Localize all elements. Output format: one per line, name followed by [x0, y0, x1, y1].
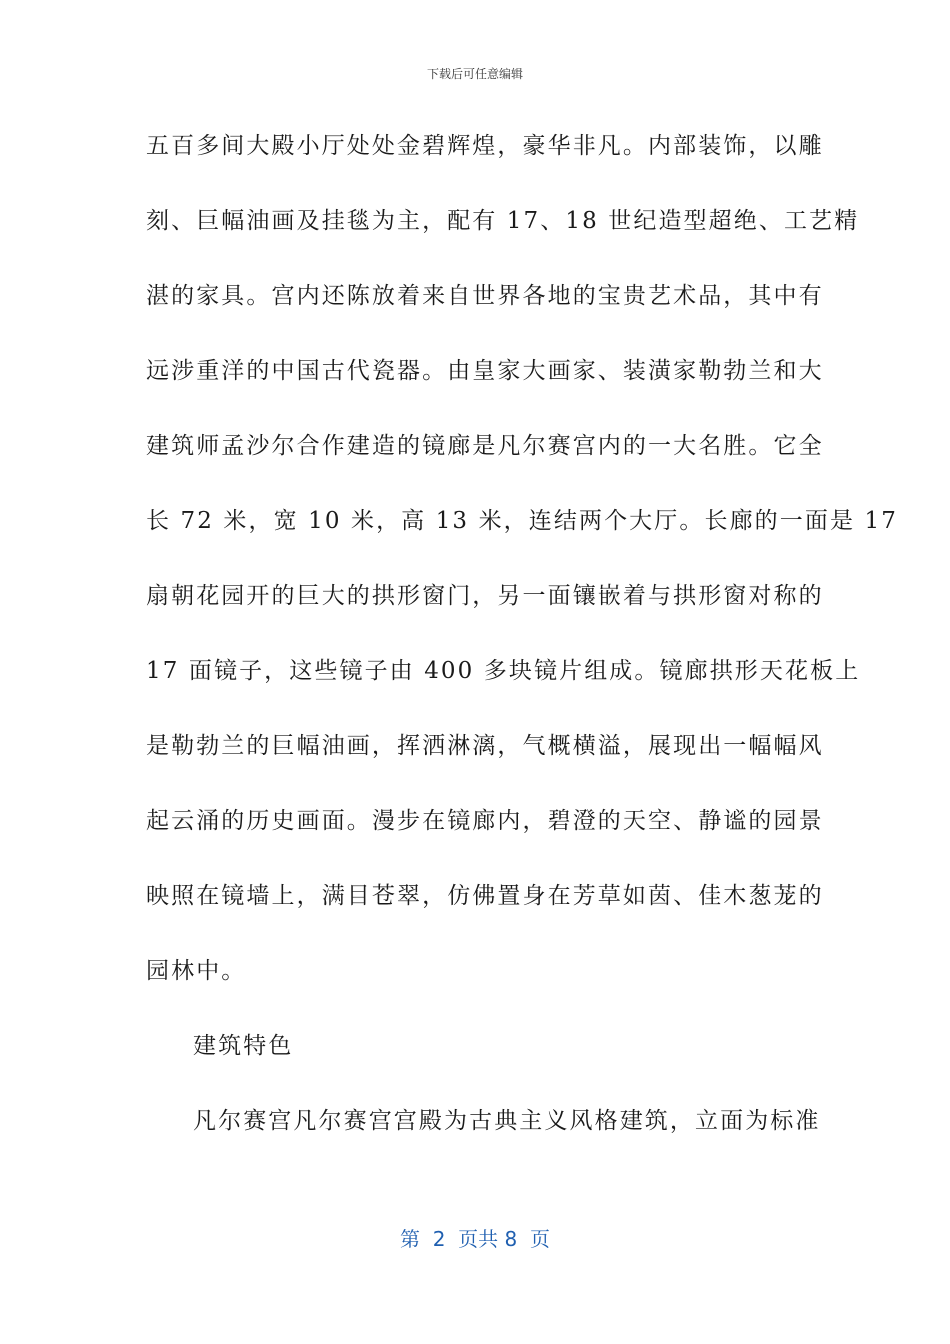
document-body — [146, 118, 898, 1168]
text-line: 映照在镜墙上，满目苍翠，仿佛置身在芳草如茵、佳木葱茏的 — [146, 883, 824, 909]
text-line: 起云涌的历史画面。漫步在镜廊内，碧澄的天空、静谧的园景 — [146, 808, 824, 834]
text-line: 扇朝花园开的巨大的拱形窗门，另一面镶嵌着与拱形窗对称的 — [146, 583, 824, 609]
text-line: 是勒勃兰的巨幅油画，挥洒淋漓，气概横溢，展现出一幅幅风 — [146, 733, 824, 759]
text-line: 远涉重洋的中国古代瓷器。由皇家大画家、装潢家勒勃兰和大 — [146, 358, 824, 384]
page-number-footer: 第 2 页共 8 页 — [400, 1227, 550, 1251]
text-line: 湛的家具。宫内还陈放着来自世界各地的宝贵艺术品，其中有 — [146, 283, 824, 309]
text-line: 五百多间大殿小厅处处金碧辉煌，豪华非凡。内部装饰，以雕 — [146, 133, 824, 159]
section-heading: 建筑特色 — [193, 1033, 294, 1059]
text-line: 17 面镜子，这些镜子由 400 多块镜片组成。镜廊拱形天花板上 — [146, 658, 861, 684]
text-line: 刻、巨幅油画及挂毯为主，配有 17、18 世纪造型超绝、工艺精 — [146, 208, 860, 234]
page-header-note: 下载后可任意编辑 — [426, 67, 523, 81]
text-line: 长 72 米，宽 10 米，高 13 米，连结两个大厅。长廊的一面是 17 — [146, 508, 898, 534]
paragraph-start: 凡尔赛宫凡尔赛宫宫殿为古典主义风格建筑，立面为标准 — [193, 1108, 821, 1134]
text-line: 建筑师孟沙尔合作建造的镜廊是凡尔赛宫内的一大名胜。它全 — [146, 433, 824, 459]
text-line: 园林中。 — [146, 958, 247, 984]
